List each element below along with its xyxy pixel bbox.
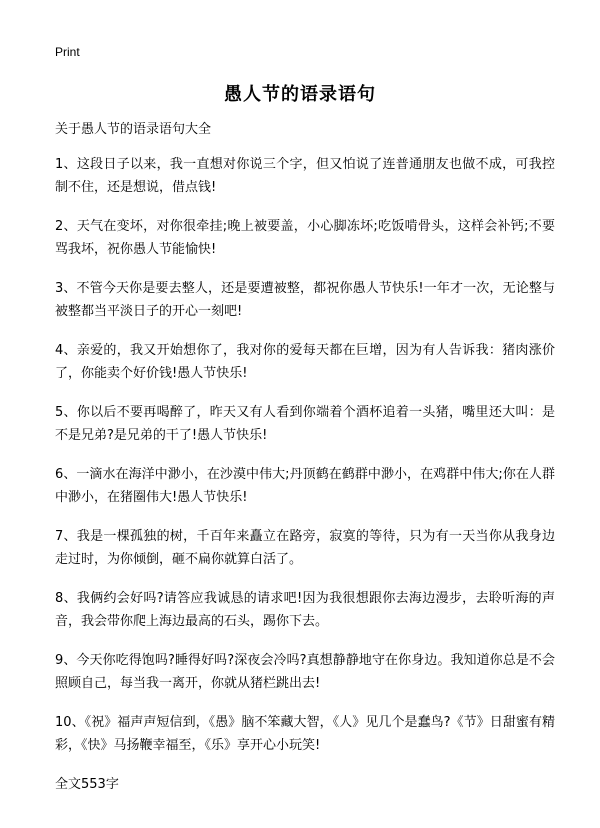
article-body (55, 118, 555, 796)
paragraph-6: 6、一滴水在海洋中渺小，在沙漠中伟大;丹顶鹤在鹤群中渺小，在鸡群中伟大;你在人群中渺小，在猪圈伟大!愚人节快乐! (55, 467, 555, 505)
paragraph-7: 7、我是一棵孤独的树，千百年来矗立在路旁，寂寞的等待，只为有一天当你从我身边走过时，为你倾倒，砸不扁你就算白活了。 (55, 529, 555, 567)
paragraph-8: 8、我俩约会好吗?请答应我诚恳的请求吧!因为我很想跟你去海边漫步，去聆听海的声音，我会带你爬上海边最高的石头，踢你下去。 (55, 591, 555, 629)
page-title: 愚人节的语录语句 (224, 84, 376, 105)
paragraph-2: 2、天气在变坏，对你很牵挂;晚上被要盖，小心脚冻坏;吃饭啃骨头，这样会补钙;不要骂我坏，祝你愚人节能愉快! (55, 219, 555, 257)
paragraph-1: 1、这段日子以来，我一直想对你说三个字，但又怕说了连普通朋友也做不成，可我控制不住，还是想说，借点钱! (55, 157, 555, 195)
paragraph-10: 10、《祝》福声声短信到，《愚》脑不笨藏大智，《人》见几个是蠢鸟?《节》日甜蜜有精彩，《快》马扬鞭幸福至，《乐》享开心小玩笑! (55, 715, 555, 753)
paragraph-9: 9、今天你吃得饱吗?睡得好吗?深夜会冷吗?真想静静地守在你身边。我知道你总是不会照顾自己，每当我一离开，你就从猪栏跳出去! (55, 653, 555, 691)
word-count: 全文553字 (55, 777, 119, 792)
print-link[interactable]: Print (55, 45, 80, 59)
paragraph-4: 4、亲爱的，我又开始想你了，我对你的爱每天都在巨增，因为有人告诉我：猪肉涨价了，你能卖个好价钱!愚人节快乐! (55, 343, 555, 381)
paragraph-3: 3、不管今天你是要去整人，还是要遭被整，都祝你愚人节快乐!一年才一次，无论整与被整都当平淡日子的开心一刻吧! (55, 281, 555, 319)
article-subtitle: 关于愚人节的语录语句大全 (55, 122, 212, 137)
paragraph-5: 5、你以后不要再喝醉了，昨天又有人看到你端着个酒杯追着一头猪，嘴里还大叫：是不是兄弟?是兄弟的干了!愚人节快乐! (55, 405, 555, 443)
